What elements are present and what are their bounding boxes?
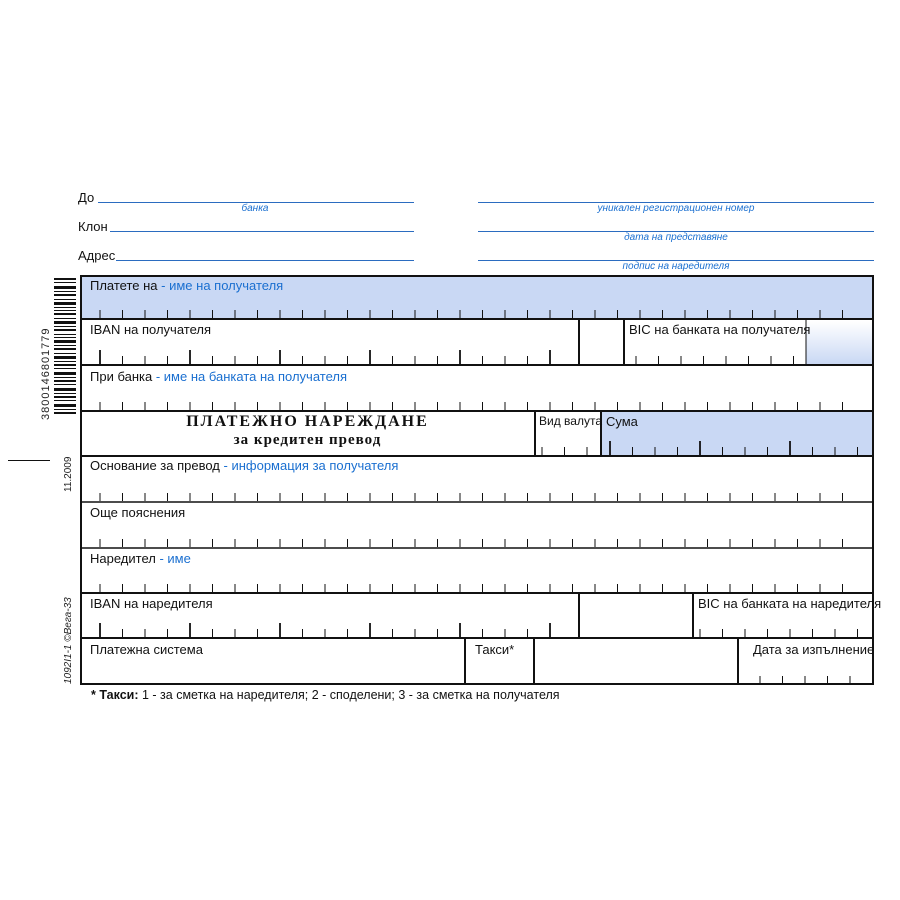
payment-order-form (80, 275, 882, 685)
barcode-number: 3800146801779 (40, 327, 52, 420)
currency-label: Вид валута (539, 414, 602, 428)
bank-hint: - име на банката на получателя (155, 369, 348, 384)
reason-field[interactable] (82, 474, 872, 501)
footnote (91, 688, 560, 702)
bic-payer-label: BIC на банката на наредителя (698, 596, 882, 611)
iban-recipient-field[interactable] (90, 337, 575, 363)
fees-field[interactable] (467, 658, 532, 683)
form-title: ПЛАТЕЖНО НАРЕЖДАНЕ (186, 413, 429, 430)
date-code: 11.2009 (63, 456, 74, 492)
signature-caption: подпис на наредителя (622, 261, 730, 272)
iban-payer-field[interactable] (90, 611, 575, 637)
footnote-text: 1 - за сметка на наредителя; 2 - споделени; 3 - за сметка на получателя (138, 688, 560, 702)
reason-label (90, 458, 398, 473)
to-label: До (78, 190, 95, 205)
form-subtitle: за кредитен превод (233, 432, 382, 448)
notes-label: Още пояснения (90, 505, 186, 520)
address-label: Адрес (78, 248, 116, 263)
branch-label: Клон (78, 219, 108, 234)
reg-number-caption: уникален регистрационен номер (597, 203, 755, 214)
bank-field[interactable] (82, 385, 872, 410)
notes-field[interactable] (82, 520, 872, 547)
branch-line[interactable] (110, 231, 414, 232)
reason-text: Основание за превод (90, 458, 220, 473)
bic-recipient-field[interactable] (628, 337, 872, 363)
amount-label: Сума (606, 414, 638, 429)
payment-system-field[interactable] (82, 658, 463, 683)
pay-to-hint: - име на получателя (161, 278, 284, 293)
iban-recipient-label: IBAN на получателя (90, 322, 211, 337)
pay-to-text: Платете на (90, 278, 158, 293)
payer-hint: - име (159, 551, 191, 566)
pay-to-label (90, 278, 283, 293)
fold-mark (8, 460, 50, 461)
execution-date-field[interactable] (740, 658, 872, 683)
bic-payer-field[interactable] (697, 611, 872, 637)
payer-field[interactable] (82, 566, 872, 592)
publisher-code: 1092I1-1 ©Вега-33 (63, 597, 74, 684)
fees-label: Такси* (475, 642, 515, 657)
barcode (54, 278, 76, 418)
iban-payer-label: IBAN на наредителя (90, 596, 213, 611)
bic-recipient-label: BIC на банката на получателя (629, 322, 811, 337)
payer-text: Наредител (90, 551, 156, 566)
address-line[interactable] (116, 260, 414, 261)
reason-hint: - информация за получателя (223, 458, 399, 473)
bank-label (90, 369, 347, 384)
date-caption: дата на представяне (624, 232, 728, 243)
bank-text: При банка (90, 369, 153, 384)
currency-field[interactable] (537, 431, 599, 455)
payer-label (90, 551, 191, 566)
payment-system-label: Платежна система (90, 642, 203, 657)
bank-caption: банка (241, 203, 269, 214)
footnote-title: * Такси: (91, 688, 139, 702)
execution-date-label: Дата за изпълнение (753, 642, 875, 657)
